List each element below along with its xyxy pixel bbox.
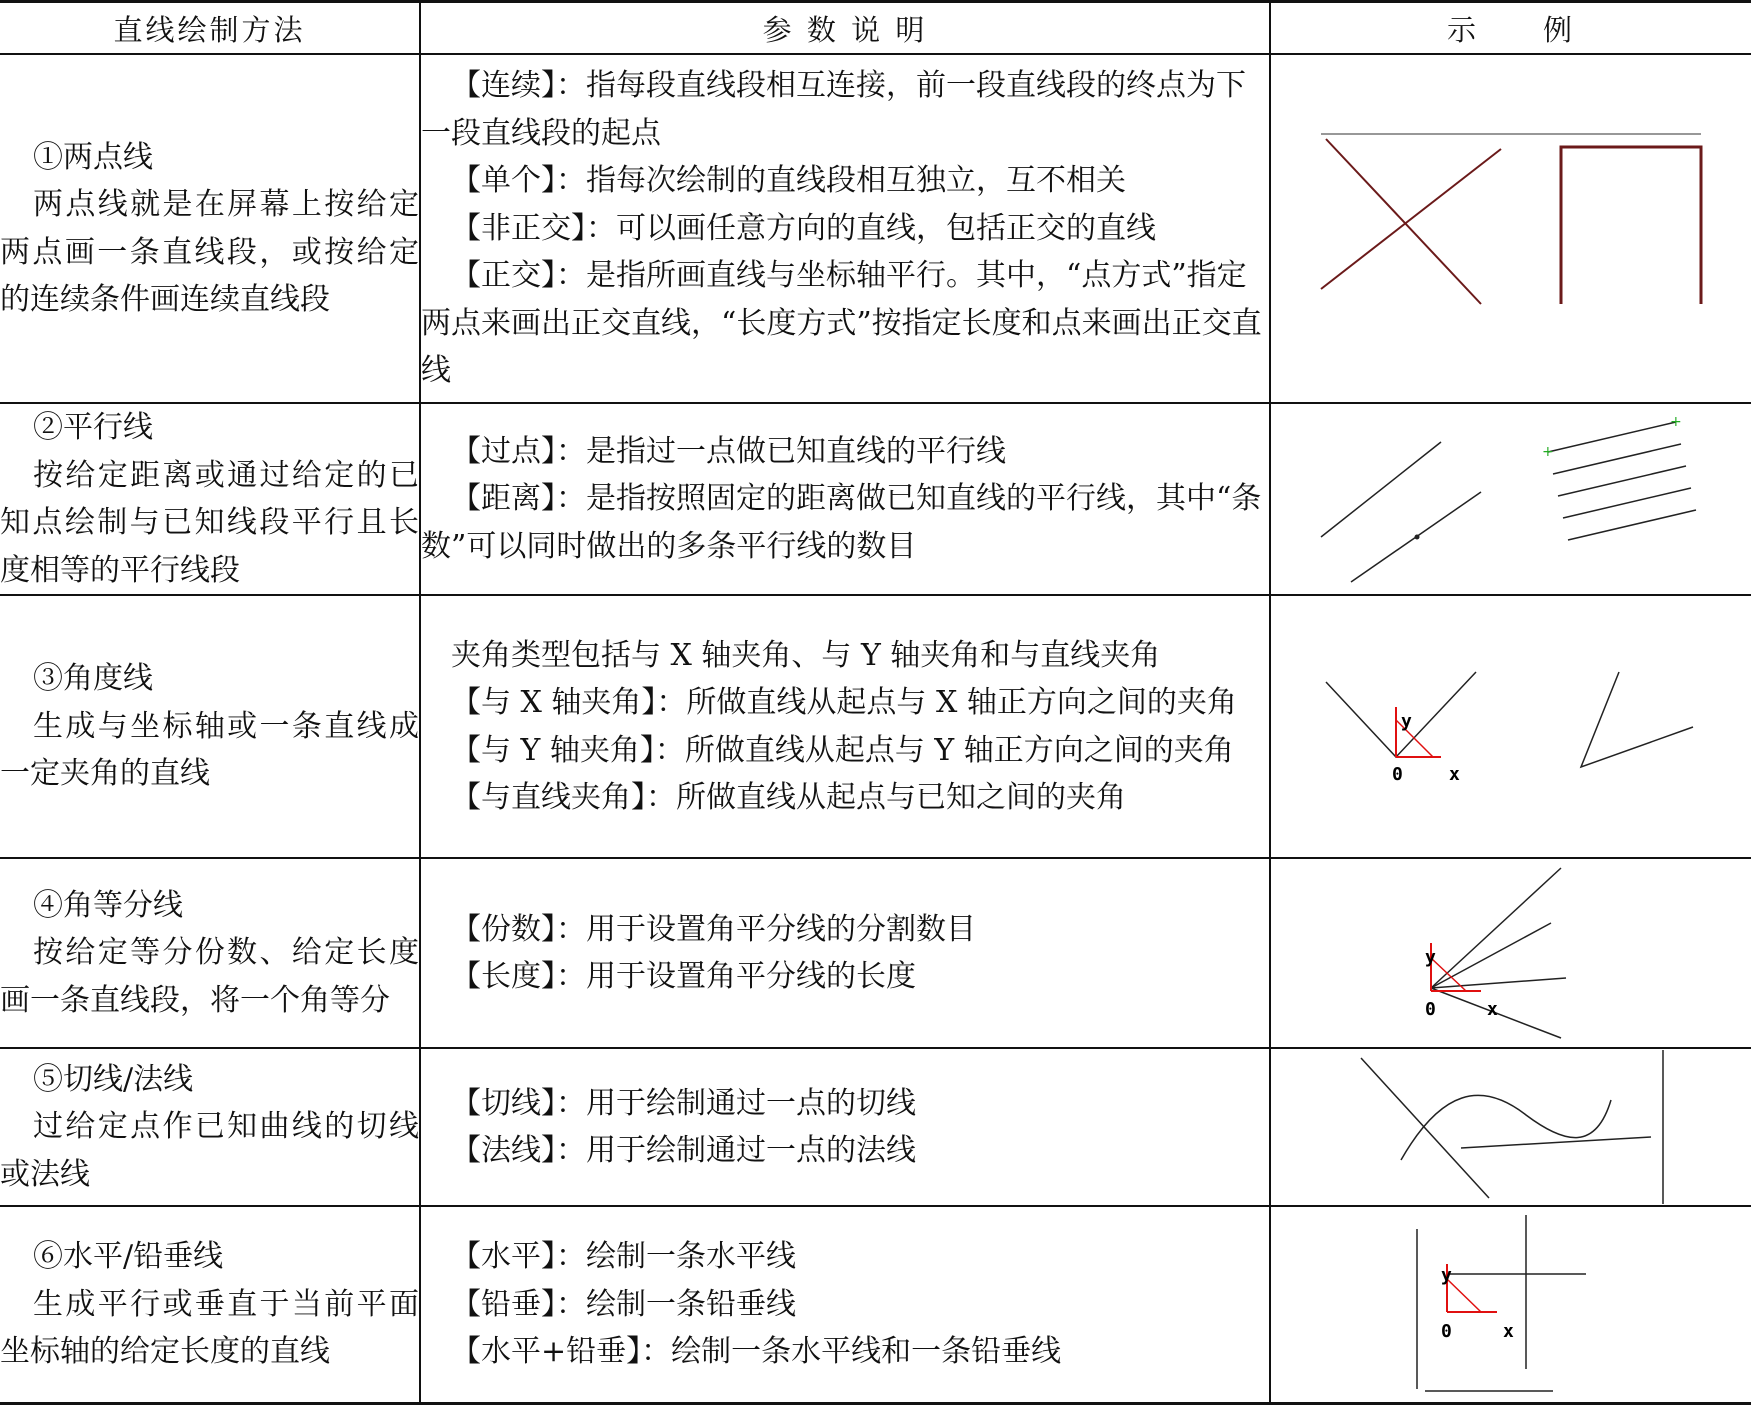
params-cell	[420, 858, 1270, 1048]
param-item: 【连续】：指每段直线段相互连接，前一段直线段的终点为下一段直线段的起点	[421, 68, 1246, 151]
param-item: 【与直线夹角】：所做直线从起点与已知之间的夹角	[451, 780, 1126, 815]
angle-line-example	[1301, 662, 1721, 792]
method-title: ⑤切线/法线	[33, 1061, 194, 1097]
param-item: 【距离】：是指按照固定的距离做已知直线的平行线，其中“条数”可以同时做出的多条平行线的数目	[421, 481, 1262, 564]
header-method: 直线绘制方法	[0, 2, 420, 55]
method-cell	[0, 54, 420, 403]
two-point-line-example	[1301, 129, 1721, 329]
table-row	[0, 403, 1751, 595]
table-row	[0, 1206, 1751, 1403]
param-item: 【法线】：用于绘制通过一点的法线	[451, 1133, 916, 1168]
method-cell	[0, 403, 420, 595]
example-cell	[1270, 54, 1751, 403]
params-cell	[420, 54, 1270, 403]
param-item: 【份数】：用于设置角平分线的分割数目	[451, 911, 976, 947]
param-item: 【与 X 轴夹角】：所做直线从起点与 X 轴正方向之间的夹角	[451, 685, 1237, 720]
param-item: 【正交】：是指所画直线与坐标轴平行。其中，“点方式”指定两点来画出正交直线，“长度方式”按指定长度和点来画出正交直线	[421, 258, 1262, 389]
param-item: 夹角类型包括与 X 轴夹角、与 Y 轴夹角和与直线夹角	[451, 637, 1161, 673]
method-cell	[0, 858, 420, 1048]
example-cell	[1270, 595, 1751, 858]
param-item: 【铅垂】：绘制一条铅垂线	[451, 1286, 796, 1322]
param-item: 【水平】：绘制一条水平线	[451, 1239, 796, 1274]
method-title: ⑥水平/铅垂线	[33, 1239, 224, 1274]
example-cell	[1270, 403, 1751, 595]
table-row	[0, 858, 1751, 1048]
param-item: 【与 Y 轴夹角】：所做直线从起点与 Y 轴正方向之间的夹角	[451, 732, 1234, 768]
method-desc: 生成平行或垂直于当前平面坐标轴的给定长度的直线	[0, 1286, 419, 1369]
table-row	[0, 1048, 1751, 1206]
parallel-line-example	[1301, 412, 1721, 587]
param-item: 【单个】：指每次绘制的直线段相互独立，互不相关	[451, 163, 1126, 199]
param-item: 【水平+铅垂】：绘制一条水平线和一条铅垂线	[451, 1334, 1062, 1369]
axis-x-label: x	[1503, 1321, 1514, 1343]
params-cell	[420, 403, 1270, 595]
method-cell	[0, 1206, 420, 1403]
param-item: 【长度】：用于设置角平分线的长度	[451, 959, 916, 994]
header-params: 参 数 说 明	[420, 2, 1270, 55]
axis-y-label: y	[1401, 710, 1412, 732]
axis-x-label: x	[1449, 763, 1460, 785]
method-desc: 按给定等分份数、给定长度画一条直线段，将一个角等分	[0, 935, 419, 1018]
table-row	[0, 595, 1751, 858]
method-title: ②平行线	[33, 410, 153, 445]
example-cell	[1270, 858, 1751, 1048]
example-cell	[1270, 1048, 1751, 1206]
param-item: 【过点】：是指过一点做已知直线的平行线	[451, 433, 1006, 469]
header-row	[0, 2, 1751, 55]
svg-text:+: +	[1670, 413, 1682, 430]
axis-x-label: x	[1487, 999, 1498, 1020]
horizontal-vertical-example	[1411, 1209, 1611, 1399]
method-cell	[0, 1048, 420, 1206]
header-example: 示 例	[1270, 2, 1751, 55]
method-cell	[0, 595, 420, 858]
param-item: 【非正交】：可以画任意方向的直线，包括正交的直线	[451, 210, 1156, 246]
method-desc: 两点线就是在屏幕上按给定两点画一条直线段，或按给定的连续条件画连续直线段	[0, 187, 419, 317]
method-title: ③角度线	[33, 661, 153, 697]
method-title: ①两点线	[33, 139, 153, 175]
axis-origin-label: 0	[1425, 999, 1436, 1020]
method-desc: 过给定点作已知曲线的切线或法线	[0, 1109, 419, 1192]
params-cell	[420, 1206, 1270, 1403]
axis-y-label: y	[1441, 1265, 1452, 1287]
param-item: 【切线】：用于绘制通过一点的切线	[451, 1085, 916, 1121]
params-cell	[420, 595, 1270, 858]
method-desc: 生成与坐标轴或一条直线成一定夹角的直线	[0, 708, 419, 792]
axis-origin-label: 0	[1441, 1321, 1452, 1343]
example-cell	[1270, 1206, 1751, 1403]
method-title: ④角等分线	[33, 887, 183, 923]
tangent-normal-example	[1351, 1050, 1671, 1204]
angle-bisector-example	[1411, 863, 1611, 1043]
table-row	[0, 54, 1751, 403]
axis-origin-label: 0	[1392, 763, 1403, 785]
svg-text:+: +	[1542, 443, 1554, 460]
axis-y-label: y	[1425, 947, 1436, 968]
method-desc: 按给定距离或通过给定的已知点绘制与已知线段平行且长度相等的平行线段	[0, 457, 419, 588]
params-cell	[420, 1048, 1270, 1206]
